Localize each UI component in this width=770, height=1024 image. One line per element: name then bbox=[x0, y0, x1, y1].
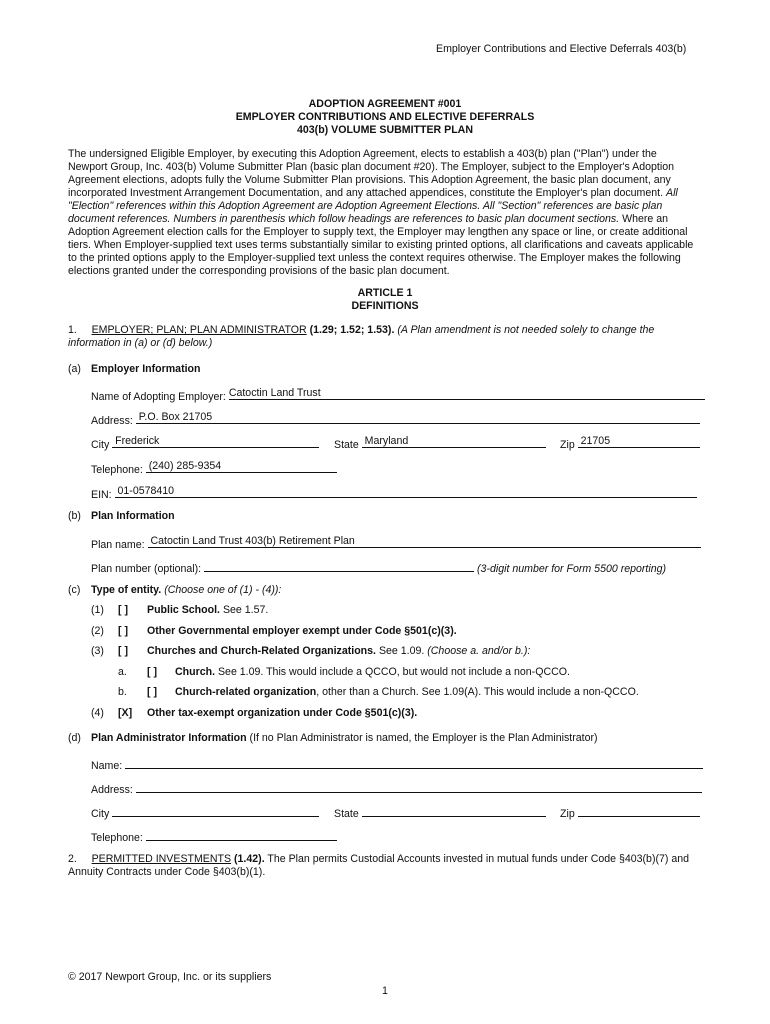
subsection-a-heading: Employer Information bbox=[91, 363, 201, 375]
subsection-c-heading-row bbox=[91, 584, 281, 597]
page-number: 1 bbox=[382, 985, 388, 997]
section-2-line-2: Annuity Contracts under Code §403(b)(1). bbox=[68, 866, 266, 878]
employer-state-label: State bbox=[334, 439, 359, 451]
section-number: 2. bbox=[68, 853, 77, 865]
employer-city-field[interactable] bbox=[112, 435, 319, 448]
admin-state-field[interactable] bbox=[362, 804, 546, 817]
subsection-d-heading-row bbox=[91, 732, 598, 745]
admin-name-field[interactable] bbox=[125, 756, 703, 769]
admin-name-row bbox=[91, 756, 703, 773]
intro-line: to the printed options apply to the Employer-supplied text unless the context requires otherwise. The Employer makes the following bbox=[68, 252, 681, 264]
intro-line: "Election" references within this Adoption Agreement are Adoption Agreement Elections. All "Section" references are basic plan bbox=[68, 200, 663, 212]
employer-city-row bbox=[91, 435, 319, 452]
article-heading: ARTICLE 1 bbox=[357, 287, 413, 299]
employer-address-label: Address: bbox=[91, 415, 133, 427]
intro-line: tiers. When Employer-supplied text uses terms substantially similar to existing printed options, all clarifications and caveats applicable bbox=[68, 239, 694, 251]
employer-address-field[interactable] bbox=[136, 411, 700, 424]
entity-option-label bbox=[147, 604, 268, 617]
section-note: (A Plan amendment is not needed solely to change the bbox=[397, 324, 655, 336]
subsection-c-label: (c) bbox=[68, 584, 81, 596]
section-2-line-1 bbox=[68, 853, 689, 866]
entity-option-checkbox[interactable]: [ ] bbox=[118, 645, 128, 657]
intro-line: The undersigned Eligible Employer, by executing this Adoption Agreement, elects to establish a 403(b) plan ("Plan") under the bbox=[68, 148, 657, 160]
section-title: PERMITTED INVESTMENTS bbox=[91, 853, 232, 865]
section-text: The Plan permits Custodial Accounts invested in mutual funds under Code §403(b)(7) and bbox=[267, 853, 690, 865]
admin-address-row bbox=[91, 780, 702, 797]
employer-phone-row bbox=[91, 460, 337, 477]
intro-line bbox=[68, 187, 702, 200]
admin-address-field[interactable] bbox=[136, 780, 702, 793]
employer-phone-label: Telephone: bbox=[91, 464, 143, 476]
running-header: Employer Contributions and Elective Deferrals 403(b) bbox=[436, 43, 687, 55]
entity-suboption-title: Church-related organization bbox=[175, 686, 317, 698]
intro-paragraph bbox=[68, 148, 702, 278]
employer-state-field[interactable] bbox=[362, 435, 546, 448]
admin-phone-row bbox=[91, 828, 337, 845]
intro-line: elections granted under the corresponding provisions of the basic plan document. bbox=[68, 265, 450, 277]
intro-line: Adoption Agreement election calls for the Employer to supply text, the Employer may lengthen any space or line, or create additional bbox=[68, 226, 688, 238]
employer-city-value: Frederick bbox=[115, 435, 160, 447]
entity-option-text: See 1.57. bbox=[222, 604, 269, 616]
intro-text: Where an bbox=[622, 213, 669, 225]
employer-ein-field[interactable] bbox=[115, 485, 697, 498]
employer-city-label: City bbox=[91, 439, 110, 451]
section-ref: (1.42). bbox=[234, 853, 265, 865]
entity-option-num: (2) bbox=[91, 625, 104, 637]
admin-zip-row bbox=[560, 804, 700, 821]
employer-state-value: Maryland bbox=[364, 435, 409, 447]
plan-number-field[interactable] bbox=[204, 559, 474, 572]
plan-name-row bbox=[91, 535, 701, 552]
intro-line: Agreement elections, adopts fully the Volume Submitter Plan provisions. This Adoption Agreement, the basic plan document, any bbox=[68, 174, 671, 186]
entity-suboption-checkbox[interactable]: [ ] bbox=[147, 686, 157, 698]
subsection-a-label: (a) bbox=[68, 363, 81, 375]
entity-suboption-text: , other than a Church. See 1.09(A). This would include a non-QCCO. bbox=[316, 686, 639, 698]
plan-number-label: Plan number (optional): bbox=[91, 563, 202, 575]
entity-option-num: (3) bbox=[91, 645, 104, 657]
section-refs: (1.29; 1.52; 1.53). bbox=[309, 324, 395, 336]
entity-option-title: Public School. bbox=[147, 604, 220, 616]
subsection-d-note: (If no Plan Administrator is named, the Employer is the Plan Administrator) bbox=[249, 732, 598, 744]
admin-city-field[interactable] bbox=[112, 804, 319, 817]
admin-state-label: State bbox=[334, 808, 359, 820]
plan-name-label: Plan name: bbox=[91, 539, 145, 551]
entity-suboption-label bbox=[175, 686, 639, 699]
employer-ein-row bbox=[91, 485, 697, 502]
employer-phone-value: (240) 285-9354 bbox=[148, 460, 222, 472]
employer-state-row bbox=[334, 435, 546, 452]
employer-name-value: Catoctin Land Trust bbox=[228, 387, 321, 399]
entity-suboption-num: b. bbox=[118, 686, 127, 698]
entity-option-num: (4) bbox=[91, 707, 104, 719]
entity-suboption-label bbox=[175, 666, 570, 679]
admin-zip-label: Zip bbox=[560, 808, 575, 820]
section-1-note-line-2: information in (a) or (d) below.) bbox=[68, 337, 213, 349]
intro-text-italic: All bbox=[666, 187, 678, 199]
employer-zip-value: 21705 bbox=[580, 435, 611, 447]
admin-address-label: Address: bbox=[91, 784, 133, 796]
intro-text: incorporated Investment Arrangement Documentation, and any attached appendices, constitute the Employer's plan document. bbox=[68, 187, 664, 199]
article-subheading: DEFINITIONS bbox=[351, 300, 419, 312]
employer-ein-label: EIN: bbox=[91, 489, 112, 501]
entity-option-checkbox[interactable]: [ ] bbox=[118, 604, 128, 616]
subsection-c-heading: Type of entity. bbox=[91, 584, 162, 596]
entity-option-title: Other tax-exempt organization under Code §501(c)(3). bbox=[147, 707, 418, 719]
employer-name-row bbox=[91, 387, 705, 404]
intro-line bbox=[68, 213, 702, 226]
admin-phone-label: Telephone: bbox=[91, 832, 143, 844]
copyright: © 2017 Newport Group, Inc. or its suppliers bbox=[68, 971, 272, 983]
admin-city-row bbox=[91, 804, 319, 821]
entity-option-text: See 1.09. bbox=[378, 645, 425, 657]
employer-address-value: P.O. Box 21705 bbox=[138, 411, 213, 423]
plan-name-value: Catoctin Land Trust 403(b) Retirement Plan bbox=[150, 535, 355, 547]
employer-zip-row bbox=[560, 435, 700, 452]
employer-phone-field[interactable] bbox=[146, 460, 337, 473]
admin-state-row bbox=[334, 804, 546, 821]
employer-ein-value: 01-0578410 bbox=[117, 485, 175, 497]
plan-number-row bbox=[91, 559, 666, 576]
employer-address-row bbox=[91, 411, 700, 428]
plan-name-field[interactable] bbox=[148, 535, 701, 548]
entity-option-checkbox[interactable]: [X] bbox=[118, 707, 133, 719]
title-line-1: ADOPTION AGREEMENT #001 bbox=[308, 98, 462, 110]
subsection-b-heading: Plan Information bbox=[91, 510, 175, 522]
entity-suboption-title: Church. bbox=[175, 666, 216, 678]
plan-number-note: (3-digit number for Form 5500 reporting) bbox=[477, 563, 667, 575]
entity-option-title: Other Governmental employer exempt under Code §501(c)(3). bbox=[147, 625, 457, 637]
employer-zip-field[interactable] bbox=[578, 435, 700, 448]
admin-phone-field[interactable] bbox=[146, 828, 337, 841]
entity-option-label bbox=[147, 645, 530, 658]
entity-suboption-text: See 1.09. This would include a QCCO, but would not include a non-QCCO. bbox=[217, 666, 570, 678]
admin-city-label: City bbox=[91, 808, 110, 820]
section-number: 1. bbox=[68, 324, 77, 336]
subsection-d-label: (d) bbox=[68, 732, 81, 744]
entity-option-note: (Choose a. and/or b.): bbox=[427, 645, 531, 657]
entity-option-title: Churches and Church-Related Organizations. bbox=[147, 645, 376, 657]
employer-name-label: Name of Adopting Employer: bbox=[91, 391, 226, 403]
subsection-b-label: (b) bbox=[68, 510, 81, 522]
admin-zip-field[interactable] bbox=[578, 804, 700, 817]
entity-option-checkbox[interactable]: [ ] bbox=[118, 625, 128, 637]
entity-suboption-checkbox[interactable]: [ ] bbox=[147, 666, 157, 678]
subsection-c-note: (Choose one of (1) - (4)): bbox=[164, 584, 282, 596]
admin-name-label: Name: bbox=[91, 760, 123, 772]
title-line-2: EMPLOYER CONTRIBUTIONS AND ELECTIVE DEFERRALS bbox=[235, 111, 535, 123]
employer-name-field[interactable] bbox=[229, 387, 705, 400]
section-title: EMPLOYER; PLAN; PLAN ADMINISTRATOR bbox=[91, 324, 307, 336]
section-1-heading-line bbox=[68, 324, 654, 337]
title-line-3: 403(b) VOLUME SUBMITTER PLAN bbox=[297, 124, 473, 136]
intro-line: Newport Group, Inc. 403(b) Volume Submitter Plan (basic plan document #20). The Employer, subject to the Employer's Adoption bbox=[68, 161, 674, 173]
intro-text-italic: document references. Numbers in parenthesis which follow headings are references to basic plan document sections. bbox=[68, 213, 620, 225]
subsection-d-heading: Plan Administrator Information bbox=[91, 732, 247, 744]
employer-zip-label: Zip bbox=[560, 439, 575, 451]
entity-suboption-num: a. bbox=[118, 666, 127, 678]
entity-option-num: (1) bbox=[91, 604, 104, 616]
